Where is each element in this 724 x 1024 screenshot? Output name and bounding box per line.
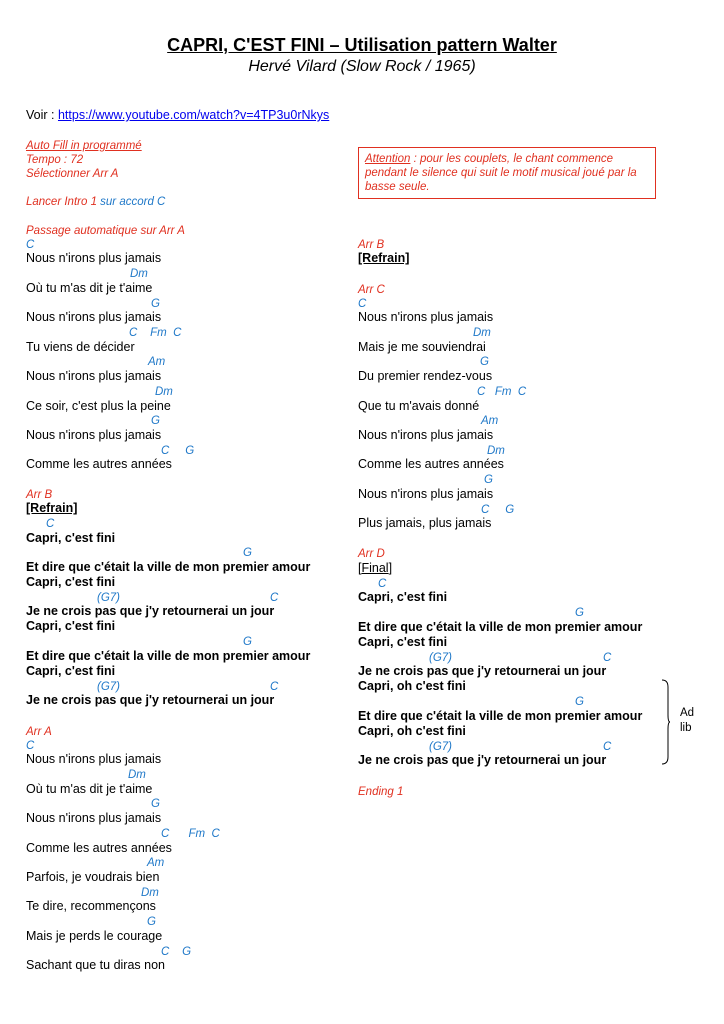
right-chord-line: G — [480, 356, 489, 368]
left-chord-line: (G7) — [97, 592, 120, 604]
voir-label: Voir : — [26, 108, 58, 122]
right-lyric-line: Je ne crois pas que j'y retournerai un jour — [358, 753, 607, 767]
right-chord-line: G — [484, 474, 493, 486]
left-lyric-line: Capri, c'est fini — [26, 575, 116, 589]
right-chord-line: C — [358, 298, 367, 310]
left-chord-line: Dm — [128, 769, 146, 781]
attention-label: Attention — [365, 153, 411, 165]
voir-line — [26, 108, 329, 122]
left-chord-line: Am — [148, 356, 166, 368]
right-instruction-line: Ending 1 — [358, 786, 404, 798]
right-lyric-line: Du premier rendez-vous — [358, 369, 493, 383]
left-chord-line: C — [270, 681, 279, 693]
right-chord-line: (G7) — [429, 652, 452, 664]
right-lyric-line: Nous n'irons plus jamais — [358, 310, 494, 324]
right-lyric-line: Et dire que c'était la ville de mon premier amour — [358, 620, 643, 634]
left-chord-line: Dm — [130, 268, 148, 280]
left-lyric-line: Te dire, recommençons — [26, 899, 156, 913]
ad-lib-brace-icon — [662, 679, 670, 765]
left-chord-line: G — [151, 298, 160, 310]
left-lyric-line: Ce soir, c'est plus la peine — [26, 399, 171, 413]
left-lyric-line: Je ne crois pas que j'y retournerai un jour — [26, 604, 275, 618]
left-lyric-line: Capri, c'est fini — [26, 619, 116, 633]
left-chord-line: Dm — [141, 887, 159, 899]
left-chord-line: G — [151, 798, 160, 810]
ad-lib-label: Ad lib — [680, 707, 695, 734]
left-chord-line: C G — [161, 445, 195, 457]
left-instruction-line: Passage automatique sur Arr A — [26, 225, 185, 237]
left-chord-line: C — [26, 740, 35, 752]
left-lyric-line: Où tu m'as dit je t'aime — [26, 281, 153, 295]
right-chord-line: C — [378, 578, 387, 590]
left-instruction-line: Arr A — [26, 726, 52, 738]
attention-note — [358, 147, 656, 199]
right-chord-line: C Fm C — [477, 386, 527, 398]
youtube-link[interactable]: https://www.youtube.com/watch?v=4TP3u0rNkys — [57, 108, 330, 122]
left-chord-line: (G7) — [97, 681, 120, 693]
right-chord-line: Dm — [473, 327, 491, 339]
left-instruction-line: Auto Fill in programmé — [26, 140, 142, 152]
right-lyric-line: Capri, c'est fini — [358, 635, 448, 649]
right-lyric-line: [Refrain] — [358, 251, 410, 265]
left-chord-line: C G — [161, 946, 192, 958]
left-lyric-line: Comme les autres années — [26, 841, 172, 855]
left-chord-line: C — [270, 592, 279, 604]
right-chord-line: Am — [481, 415, 499, 427]
left-lyric-line: Sachant que tu diras non — [26, 958, 165, 972]
left-chord-line: G — [151, 415, 160, 427]
right-chord-line: C — [603, 652, 612, 664]
left-chord-line: Am — [147, 857, 165, 869]
left-lyric-line: Tu viens de décider — [26, 340, 135, 354]
left-lyric-line: Nous n'irons plus jamais — [26, 310, 162, 324]
left-chord-line: C Fm C — [129, 327, 182, 339]
right-instruction-line: Arr D — [358, 548, 385, 560]
right-lyric-line: Plus jamais, plus jamais — [358, 516, 492, 530]
left-chord-line: G — [243, 547, 252, 559]
left-lyric-line: Et dire que c'était la ville de mon premier amour — [26, 560, 311, 574]
left-lyric-line: [Refrain] — [26, 501, 78, 515]
left-lyric-line: Où tu m'as dit je t'aime — [26, 782, 153, 796]
right-lyric-line: Mais je me souviendrai — [358, 340, 486, 354]
left-chord-line: C Fm C — [161, 828, 220, 840]
left-instruction-line: Tempo : 72 — [26, 154, 84, 166]
right-lyric-line: Nous n'irons plus jamais — [358, 428, 494, 442]
left-chord-line: G — [243, 636, 252, 648]
left-instruction-line: Lancer Intro 1 sur accord C — [26, 196, 166, 208]
right-lyric-line: Capri, oh c'est fini — [358, 679, 466, 693]
left-chord-line: G — [147, 916, 156, 928]
page-subtitle: Hervé Vilard (Slow Rock / 1965) — [248, 58, 476, 75]
page-title: CAPRI, C'EST FINI – Utilisation pattern Walter — [167, 35, 557, 55]
left-lyric-line: Nous n'irons plus jamais — [26, 811, 162, 825]
left-chord-line: C — [26, 239, 35, 251]
right-lyric-line: [Final] — [358, 561, 393, 575]
left-instruction-line: Arr B — [26, 489, 53, 501]
right-instruction-line: Arr C — [358, 284, 385, 296]
right-lyric-line: Comme les autres années — [358, 457, 504, 471]
right-chord-line: C — [603, 741, 612, 753]
right-chord-line: (G7) — [429, 741, 452, 753]
right-chord-line: Dm — [487, 445, 505, 457]
left-lyric-line: Capri, c'est fini — [26, 664, 116, 678]
left-lyric-line: Mais je perds le courage — [26, 929, 163, 943]
right-chord-line: C G — [481, 504, 515, 516]
left-lyric-line: Capri, c'est fini — [26, 531, 116, 545]
left-lyric-line: Comme les autres années — [26, 457, 172, 471]
attention-text: : pour les couplets, le chant commence pendant le silence qui suit le motif musical joué par la basse seule. — [365, 153, 637, 193]
left-lyric-line: Nous n'irons plus jamais — [26, 251, 162, 265]
right-lyric-line: Capri, c'est fini — [358, 590, 448, 604]
left-lyric-line: Parfois, je voudrais bien — [26, 870, 160, 884]
right-lyric-line: Je ne crois pas que j'y retournerai un jour — [358, 664, 607, 678]
right-instruction-line: Arr B — [358, 239, 385, 251]
left-lyric-line: Nous n'irons plus jamais — [26, 752, 162, 766]
right-chord-line: G — [575, 696, 584, 708]
left-chord-line: C — [46, 518, 55, 530]
right-lyric-line: Capri, oh c'est fini — [358, 724, 466, 738]
right-lyric-line: Que tu m'avais donné — [358, 399, 480, 413]
left-lyric-line: Nous n'irons plus jamais — [26, 369, 162, 383]
right-lyric-line: Nous n'irons plus jamais — [358, 487, 494, 501]
left-chord-line: Dm — [155, 386, 173, 398]
left-lyric-line: Nous n'irons plus jamais — [26, 428, 162, 442]
left-instruction-line: Sélectionner Arr A — [26, 168, 119, 180]
left-lyric-line: Et dire que c'était la ville de mon premier amour — [26, 649, 311, 663]
right-chord-line: G — [575, 607, 584, 619]
left-lyric-line: Je ne crois pas que j'y retournerai un jour — [26, 693, 275, 707]
right-lyric-line: Et dire que c'était la ville de mon premier amour — [358, 709, 643, 723]
